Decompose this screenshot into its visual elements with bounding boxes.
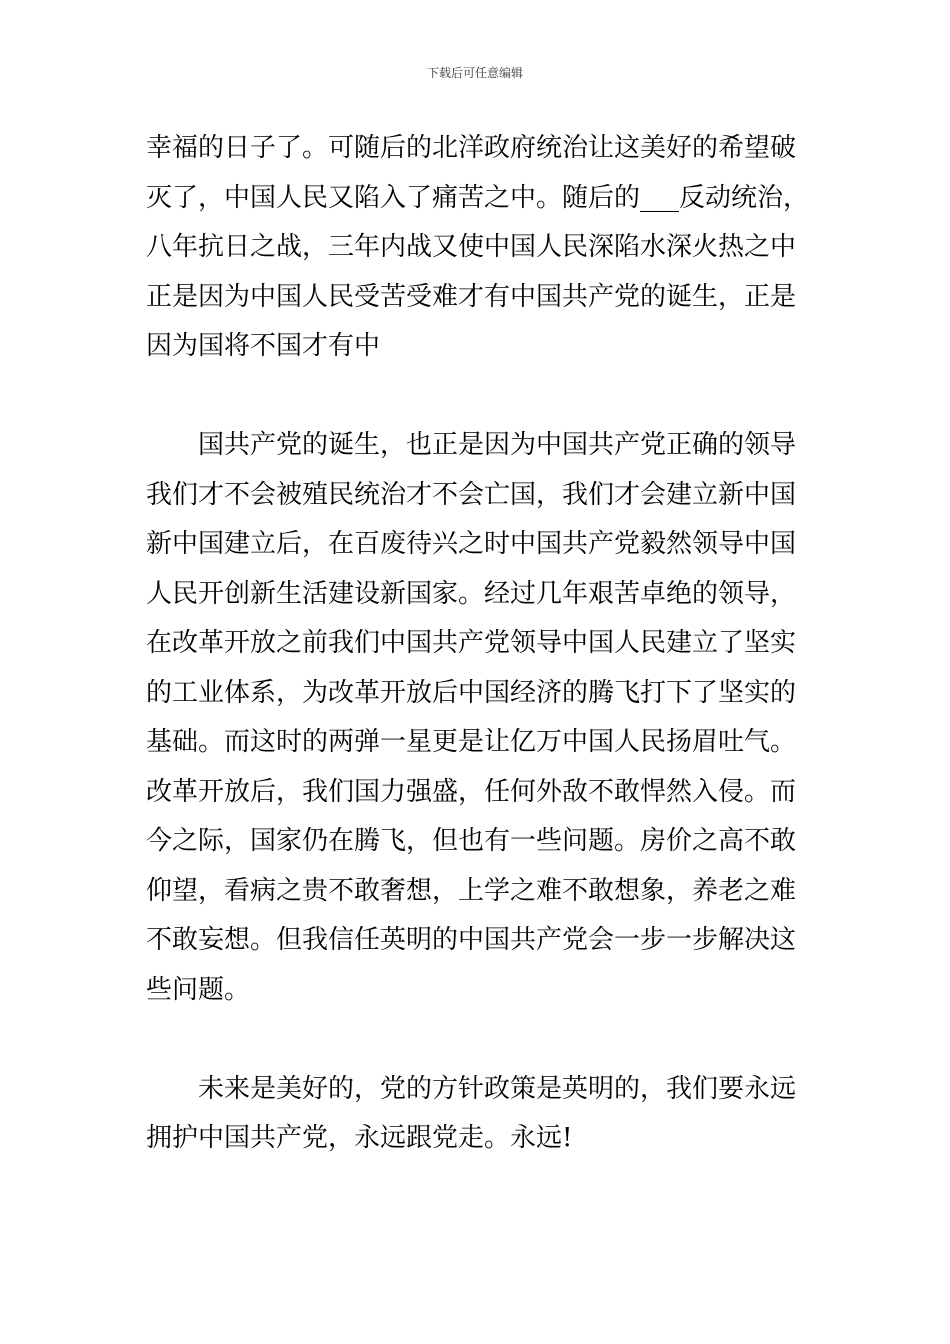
paragraph-1 (146, 124, 808, 372)
text-line: 改革开放后，我们国力强盛，任何外敌不敢悍然入侵。而 (146, 776, 797, 807)
paragraph-3 (146, 1065, 808, 1164)
text-line: 不敢妄想。但我信任英明的中国共产党会一步一步解决这 (146, 925, 797, 955)
text-line: 我们才不会被殖民统治才不会亡国，我们才会建立新中国 (146, 479, 797, 510)
document-body (146, 124, 808, 1164)
page-header-note: 下载后可任意编辑 (426, 66, 523, 80)
text-line: 仰望，看病之贵不敢奢想，上学之难不敢想象，养老之难 (146, 875, 797, 906)
text-line: 八年抗日之战，三年内战又使中国人民深陷水深火热之中 (146, 232, 797, 262)
text-line: 基础。而这时的两弹一星更是让亿万中国人民扬眉吐气。 (146, 727, 797, 757)
text-line: 在改革开放之前我们中国共产党领导中国人民建立了坚实 (146, 628, 797, 658)
text-line: 因为国将不国才有中 (146, 331, 381, 361)
text-line: 国共产党的诞生，也正是因为中国共产党正确的领导 (198, 430, 797, 460)
text-line: 今之际，国家仍在腾飞，但也有一些问题。房价之高不敢 (146, 826, 797, 856)
paragraph-spacer (146, 1015, 808, 1065)
text-line: 的工业体系，为改革开放后中国经济的腾飞打下了坚实的 (146, 677, 797, 708)
text-line: 灭了，中国人民又陷入了痛苦之中。随后的___反动统治， (146, 182, 810, 213)
text-line: 新中国建立后，在百废待兴之时中国共产党毅然领导中国 (146, 529, 797, 559)
text-line: 些问题。 (146, 974, 251, 1005)
text-line: 未来是美好的，党的方针政策是英明的，我们要永远 (198, 1073, 797, 1104)
paragraph-spacer (146, 372, 808, 422)
paragraph-2 (146, 421, 808, 1015)
text-line: 正是因为中国人民受苦受难才有中国共产党的诞生，正是 (146, 281, 797, 312)
text-line: 幸福的日子了。可随后的北洋政府统治让这美好的希望破 (146, 133, 797, 163)
text-line: 拥护中国共产党，永远跟党走。永远! (146, 1123, 573, 1153)
text-line: 人民开创新生活建设新国家。经过几年艰苦卓绝的领导， (146, 578, 797, 609)
